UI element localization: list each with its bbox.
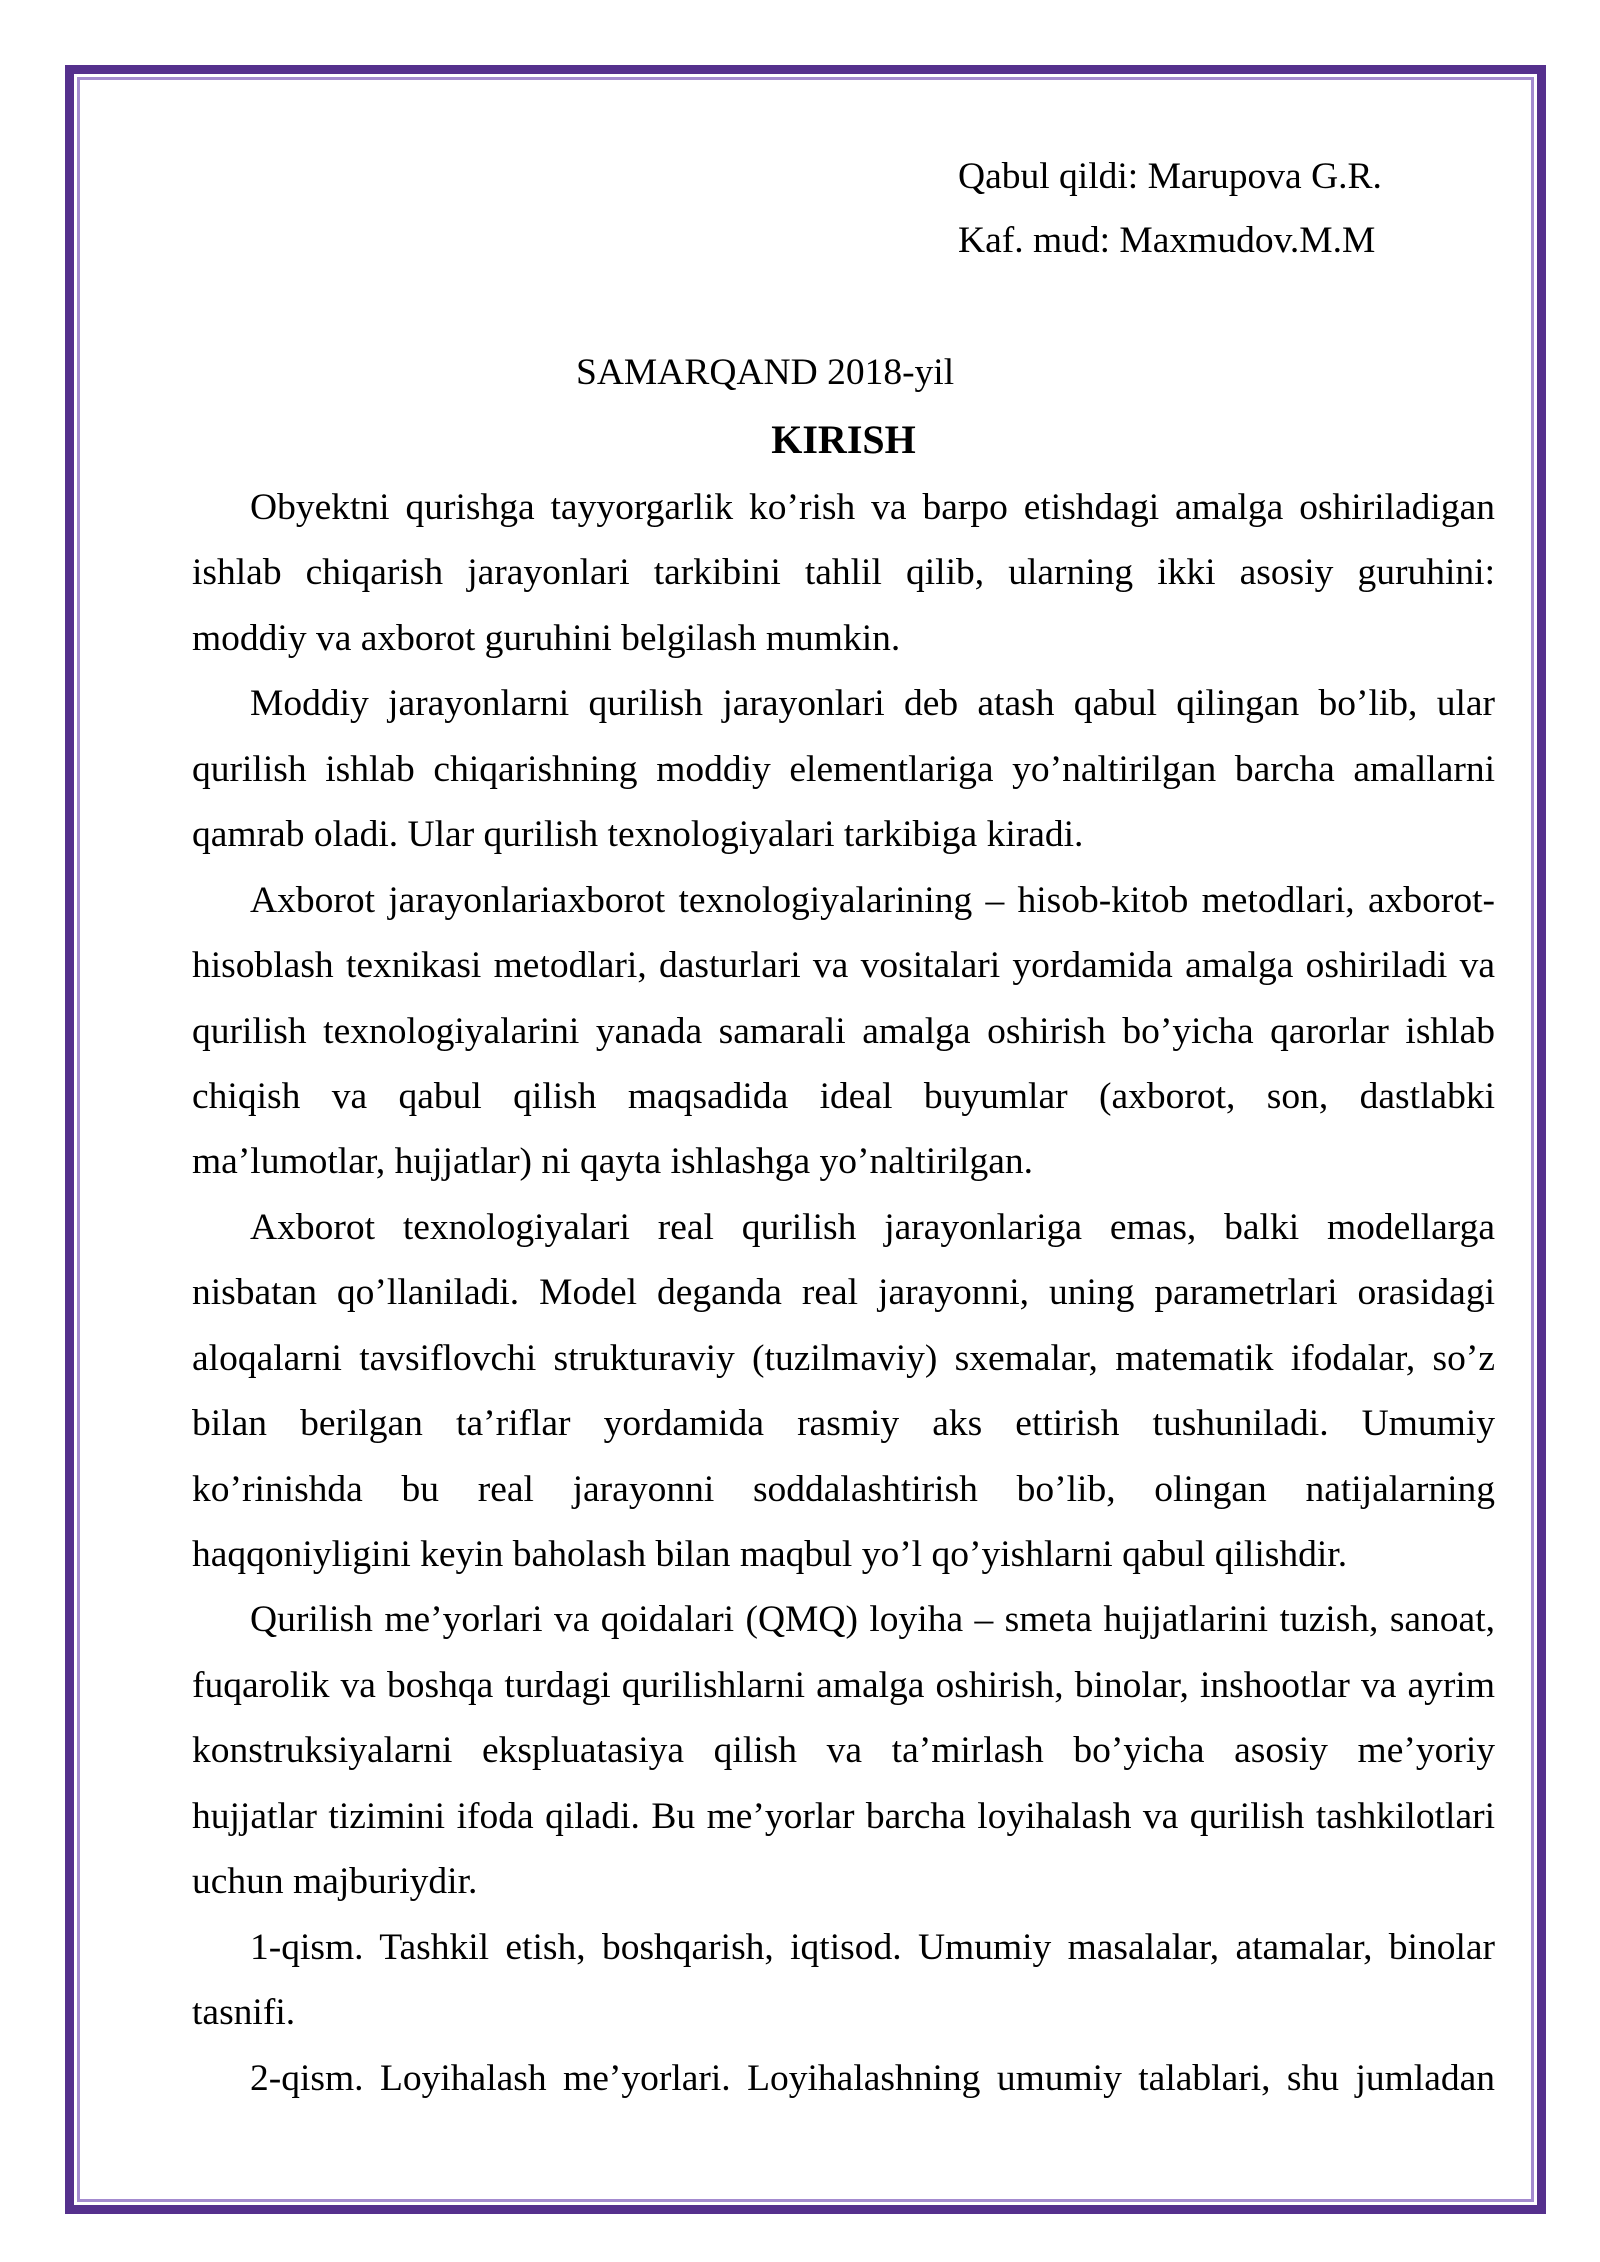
- paragraph-line: konstruksiyalarni ekspluatasiya qilish va ta’mirlash bo’yicha asosiy me’yoriy: [192, 1730, 1495, 1772]
- paragraph-line: hisoblash texnikasi metodlari, dasturlari va vositalari yordamida amalga oshiriladi va: [192, 945, 1495, 987]
- paragraph-line: haqqoniyligini keyin baholash bilan maqbul yo’l qo’yishlarni qabul qilishdir.: [192, 1534, 1348, 1575]
- paragraph: [192, 2046, 1495, 2111]
- paragraph-line: tasnifi.: [192, 1992, 296, 2034]
- paragraph-line: aloqalarni tavsiflovchi strukturaviy (tuzilmaviy) sxemalar, matematik ifodalar, so’z: [192, 1337, 1495, 1379]
- paragraph-line: qurilish texnologiyalarini yanada samarali amalga oshirish bo’yicha qarorlar ishlab: [192, 1010, 1495, 1052]
- paragraph-line: 1-qism. Tashkil etish, boshqarish, iqtisod. Umumiy masalalar, atamalar, binolar: [250, 1926, 1495, 1968]
- paragraph-line: ko’rinishda bu real jarayonni soddalashtirish bo’lib, olingan natijalarning: [192, 1468, 1495, 1510]
- paragraph-line: uchun majburiydir.: [192, 1861, 478, 1903]
- paragraph-line: hujjatlar tizimini ifoda qiladi. Bu me’yorlar barcha loyihalash va qurilish tashkilotlari: [192, 1795, 1495, 1837]
- paragraph: [192, 1195, 1495, 1588]
- paragraph: [192, 1587, 1495, 1914]
- paragraph-line: ishlab chiqarish jarayonlari tarkibini tahlil qilib, ularning ikki asosiy guruhini:: [192, 552, 1495, 594]
- paragraph: [192, 671, 1495, 867]
- paragraph-line: moddiy va axborot guruhini belgilash mumkin.: [192, 617, 901, 659]
- section-heading: KIRISH: [771, 417, 916, 462]
- received-by-line: Qabul qildi: Marupova G.R.: [958, 156, 1382, 197]
- paragraph-line: ma’lumotlar, hujjatlar) ni qayta ishlashga yo’naltirilgan.: [192, 1141, 1033, 1183]
- approval-block: [958, 145, 1382, 273]
- paragraph-line: 2-qism. Loyihalash me’yorlari. Loyihalashning umumiy talablari, shu jumladan: [250, 2057, 1495, 2099]
- department-head-line: Kaf. mud: Maxmudov.M.M: [958, 220, 1376, 261]
- paragraph-line: Axborot jarayonlariaxborot texnologiyalarining – hisob-kitob metodlari, axborot-: [250, 879, 1495, 921]
- paragraph: [192, 1915, 1495, 2046]
- paragraph: [192, 868, 1495, 1195]
- paragraph-line: fuqarolik va boshqa turdagi qurilishlarni amalga oshirish, binolar, inshootlar va ayrim: [192, 1664, 1495, 1706]
- paragraph-line: Axborot texnologiyalari real qurilish jarayonlariga emas, balki modellarga: [250, 1206, 1495, 1248]
- paragraph-line: qurilish ishlab chiqarishning moddiy elementlariga yo’naltirilgan barcha amallarni: [192, 748, 1495, 790]
- paragraph: [192, 475, 1495, 671]
- paragraph-line: qamrab oladi. Ular qurilish texnologiyalari tarkibiga kiradi.: [192, 814, 1084, 856]
- place-year: SAMARQAND 2018-yil: [576, 352, 955, 393]
- paragraph-line: nisbatan qo’llaniladi. Model deganda real jarayonni, uning parametrlari orasidagi: [192, 1272, 1495, 1314]
- paragraph-line: Obyektni qurishga tayyorgarlik ko’rish va barpo etishdagi amalga oshiriladigan: [250, 487, 1495, 528]
- paragraph-line: Qurilish me’yorlari va qoidalari (QMQ) loyiha – smeta hujjatlarini tuzish, sanoat,: [250, 1599, 1495, 1641]
- document-body: [192, 475, 1495, 2111]
- paragraph-line: bilan berilgan ta’riflar yordamida rasmiy aks ettirish tushuniladi. Umumiy: [192, 1403, 1495, 1445]
- paragraph-line: chiqish va qabul qilish maqsadida ideal buyumlar (axborot, son, dastlabki: [192, 1075, 1495, 1117]
- paragraph-line: Moddiy jarayonlarni qurilish jarayonlari deb atash qabul qilingan bo’lib, ular: [250, 683, 1495, 725]
